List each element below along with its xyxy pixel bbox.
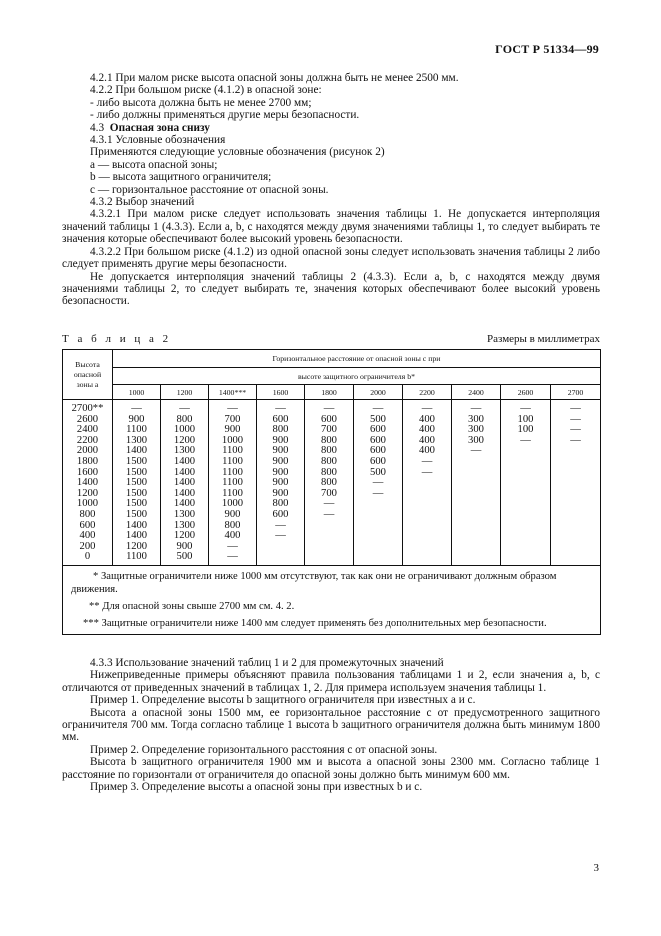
data-row [63,400,601,566]
row-header-line: опасной [73,369,102,379]
distance-value: — [421,466,433,478]
distance-value: — [372,487,384,499]
distance-value: 100 [517,413,534,425]
distance-value [551,531,600,542]
distance-value: 400 [419,445,435,457]
legend-item: a — высота опасной зоны; [90,158,218,171]
distance-value: 1300 [125,434,148,446]
distance-value: 300 [468,424,484,436]
distance-column [403,400,452,566]
distance-value: 600 [272,413,289,425]
distance-value: 600 [321,413,337,425]
distance-value: 1200 [125,540,148,552]
table-2 [62,349,601,635]
distance-value [551,478,600,489]
distance-column [257,400,305,566]
distance-value [501,531,550,542]
distance-value: 1500 [125,477,148,489]
distance-value: 900 [272,466,289,478]
height-value: 1600 [76,466,99,478]
distance-value: — [179,403,190,414]
height-column [63,400,113,566]
distance-value: 500 [370,466,386,478]
distance-value: 1200 [173,434,196,446]
distance-value: 1100 [222,487,243,499]
distance-value [452,499,500,510]
distance-value: 1200 [173,530,196,542]
distance-value: 1100 [222,445,243,457]
distance-value [501,510,550,521]
distance-value: 800 [321,466,337,478]
section-4-2-4-3 [62,72,600,308]
distance-value: — [227,403,238,414]
distance-value [452,531,500,542]
distance-value [354,499,402,510]
paragraph: 4.2.2 При большом риске (4.1.2) в опасной зоне: [90,84,322,97]
distance-value: — [323,498,335,510]
distance-value [551,552,600,563]
distance-value [354,552,402,563]
column-header: 1800 [305,385,354,400]
distance-value [403,542,451,553]
distance-value [501,542,550,553]
row-header-cell [63,350,113,400]
height-value: 1000 [76,498,99,510]
distance-value [551,457,600,468]
distance-value: 300 [468,434,484,446]
paragraph: Пример 2. Определение горизонтального расстояния c от опасной зоны. [90,743,438,756]
distance-value: 1500 [125,487,148,499]
distance-value: 1400 [173,466,196,478]
distance-value [452,552,500,563]
distance-value: 800 [321,455,337,467]
table-notes [63,565,601,634]
table-title: Т а б л и ц а 2 [62,333,172,345]
legend-item: c — горизонтальное расстояние от опасной зоны. [90,183,329,196]
distance-value: 400 [224,530,241,542]
height-value: 1400 [76,477,99,489]
distance-column [209,400,257,566]
distance-value [403,510,451,521]
distance-value [354,521,402,532]
paragraph: Не допускается интерполяция значений таблицы 2 (4.3.3). Если a, b, c находятся между двумя значениями таблицы 2, то следует выбирать те, значения которых обеспечивают более высокий уровень безопасности. [62,270,600,308]
section-4-3-3 [62,657,600,793]
distance-column [551,400,601,566]
distance-value: — [275,519,286,531]
column-header: 2200 [403,385,452,400]
distance-value: — [372,477,384,489]
distance-value [403,521,451,532]
height-value: 2200 [76,434,99,446]
distance-value [501,552,550,563]
row-header-line: зоны a [76,379,99,389]
sub-header: высоте защитного ограничителя b* [113,368,601,385]
distance-value: — [470,403,482,414]
distance-value [551,468,600,479]
distance-value [305,552,353,563]
height-value: 1200 [76,487,99,499]
distance-value: 1400 [125,445,148,457]
distance-value: 900 [176,540,193,552]
distance-value [551,499,600,510]
list-item: - либо высота должна быть не менее 2700 мм; [90,96,312,109]
distance-value [257,542,304,553]
distance-value [403,531,451,542]
distance-value [305,542,353,553]
paragraph: 4.2.1 При малом риске высота опасной зоны должна быть не менее 2500 мм. [90,72,459,84]
distance-value [257,552,304,563]
distance-value [452,542,500,553]
distance-value: 900 [272,477,289,489]
distance-value [354,510,402,521]
distance-value: 1400 [173,477,196,489]
distance-value [354,542,402,553]
distance-value: — [227,540,238,552]
paragraph: Применяются следующие условные обозначения (рисунок 2) [90,146,385,159]
standard-header: ГОСТ Р 51334—99 [495,42,599,56]
distance-value [551,542,600,553]
distance-value [452,510,500,521]
group-header: Горизонтальное расстояние от опасной зоны c при [113,350,601,368]
distance-value: 400 [419,434,435,446]
paragraph: 4.3.3 Использование значений таблиц 1 и 2 для промежуточных значений [90,657,444,669]
distance-value [403,489,451,500]
distance-value: 800 [321,445,337,457]
height-value: 200 [79,540,96,552]
distance-value [501,521,550,532]
column-header: 2700 [551,385,601,400]
distance-value: 700 [321,487,337,499]
distance-value: 900 [272,434,289,446]
paragraph: 4.3.2.2 При большом риске (4.1.2) из одной опасной зоны следует использовать значения таблицы 2 либо следует применять другие меры безопасности. [62,245,600,271]
distance-value: 600 [370,434,386,446]
distance-value: — [520,434,531,446]
distance-value [452,521,500,532]
distance-value: — [421,455,433,467]
distance-value: 800 [176,413,193,425]
distance-value: 400 [419,413,435,425]
distance-value: 1400 [173,487,196,499]
distance-value: — [570,424,581,436]
paragraph: Высота a опасной зоны 1500 мм, ее горизонтальное расстояние c от предусмотренного защитного ограничителя 700 мм. Тогда согласно таблице 1 высота b защитного ограничителя должна быть минимум 1800 мм. [62,706,600,744]
distance-value [501,499,550,510]
distance-value [501,468,550,479]
distance-value: — [227,551,238,563]
distance-value [403,499,451,510]
list-item: - либо должны применяться другие меры безопасности. [90,109,360,122]
paragraph: 4.3.2.1 При малом риске следует использовать значения таблицы 1. Не допускается интерполяция значений таблицы 1 (4.3.3). Если a, b, c находятся между двумя значениями таблицы 1, то следует выбирать те значения которые обеспечивают более высокий уровень безопасности. [62,208,600,246]
distance-value: — [275,403,286,414]
note-2: ** Для опасной зоны свыше 2700 мм см. 4. 2. [89,600,295,612]
distance-value [452,489,500,500]
distance-value [452,468,500,479]
column-header: 1400*** [209,385,257,400]
distance-value: 900 [224,508,241,520]
height-value: 0 [84,551,91,563]
distance-value: — [570,434,581,446]
distance-column [113,400,161,566]
column-header-row [63,385,601,400]
legend-item: b — высота защитного ограничителя; [90,171,272,184]
height-value: 2700** [71,403,104,414]
distance-value [501,478,550,489]
distance-value: 600 [370,455,386,467]
distance-value: 1300 [173,445,196,457]
distance-value: 800 [272,498,289,510]
distance-value: — [323,403,335,414]
distance-value [452,478,500,489]
distance-value: — [470,445,482,457]
paragraph: Высота b защитного ограничителя 1900 мм и высота a опасной зоны 2300 мм. Согласно таблице 1 расстояние по горизонтали от ограничителя до опасной зоны должно быть минимум 600 мм. [62,756,600,781]
height-value: 2400 [76,424,99,436]
distance-value: 400 [419,424,435,436]
column-header: 1200 [161,385,209,400]
distance-value: — [323,508,335,520]
distance-value: 500 [370,413,386,425]
distance-value: 1400 [173,455,196,467]
distance-value: 300 [468,413,484,425]
table-units: Размеры в миллиметрах [487,333,600,345]
distance-value: 1500 [125,455,148,467]
distance-value [452,457,500,468]
distance-column [161,400,209,566]
distance-value [501,489,550,500]
column-header: 2400 [452,385,501,400]
column-header: 2600 [501,385,551,400]
distance-value: 1100 [222,466,243,478]
distance-value: — [275,530,286,542]
column-header: 1000 [113,385,161,400]
note-1: * Защитные ограничители ниже 1000 мм отсутствуют, так как они не ограничивают должным образом движения. [71,570,557,595]
distance-value [551,521,600,532]
paragraph: Пример 1. Определение высоты b защитного ограничителя при известных a и c. [90,694,476,707]
distance-value: 900 [128,413,145,425]
distance-value: 1100 [222,455,243,467]
distance-value [551,489,600,500]
distance-value: — [372,403,384,414]
distance-value: 1100 [222,477,243,489]
distance-value: 1000 [221,434,244,446]
distance-value [403,478,451,489]
height-value: 2000 [76,445,99,457]
distance-value: 900 [272,455,289,467]
distance-column [305,400,354,566]
distance-value: 800 [321,477,337,489]
height-value: 400 [79,530,96,542]
paragraph: Нижеприведенные примеры объясняют правила пользования таблицами 1 и 2, если значения a, b, c отличаются от приведенных значений в таблицах 1, 2. Для примера используем значения таблицы 1. [62,669,600,694]
height-value: 2600 [76,413,99,425]
distance-column [452,400,501,566]
note-3: *** Защитные ограничители ниже 1400 мм следует применять без дополнительных мер безопасности. [83,617,547,629]
table-caption [62,333,600,347]
distance-value: — [131,403,142,414]
distance-value [403,552,451,563]
distance-value: 800 [224,519,241,531]
column-header: 1600 [257,385,305,400]
column-header: 2000 [354,385,403,400]
distance-value: 1300 [173,519,196,531]
distance-value: 1100 [126,424,147,436]
distance-value: 600 [370,445,386,457]
distance-value: 700 [321,424,337,436]
distance-value: 700 [224,413,241,425]
distance-value [501,457,550,468]
distance-column [501,400,551,566]
distance-value: 800 [272,424,289,436]
distance-value: 1300 [173,508,196,520]
section-heading: 4.3 Опасная зона снизу [90,121,210,134]
distance-value: 900 [272,445,289,457]
paragraph: 4.3.2 Выбор значений [90,196,195,209]
distance-value: 600 [370,424,386,436]
distance-value: 500 [176,551,193,563]
distance-value: 600 [272,508,289,520]
distance-value: 1000 [221,498,244,510]
height-value: 1800 [76,455,99,467]
distance-value [551,446,600,457]
distance-value [305,521,353,532]
distance-value [354,531,402,542]
distance-column [354,400,403,566]
paragraph: Пример 3. Определение высоты a опасной зоны при известных b и c. [90,781,423,794]
distance-value: 1100 [126,551,147,563]
distance-value: 1500 [125,508,148,520]
paragraph: 4.3.1 Условные обозначения [90,134,226,147]
distance-value: 1400 [173,498,196,510]
distance-value: 1500 [125,466,148,478]
distance-value: 900 [224,424,241,436]
height-value: 800 [79,508,96,520]
distance-value: 1400 [125,530,148,542]
distance-value: — [520,403,531,414]
distance-value [305,531,353,542]
page-number: 3 [593,862,599,874]
distance-value: 900 [272,487,289,499]
row-header-line: Высота [75,359,100,369]
height-value: 600 [79,519,96,531]
distance-value: — [570,413,581,425]
distance-value [551,510,600,521]
distance-value: — [421,403,433,414]
distance-value: 100 [517,424,534,436]
distance-value: 800 [321,434,337,446]
distance-value: — [570,403,581,414]
distance-value: 1400 [125,519,148,531]
distance-value [501,446,550,457]
distance-value: 1500 [125,498,148,510]
distance-value: 1000 [173,424,196,436]
